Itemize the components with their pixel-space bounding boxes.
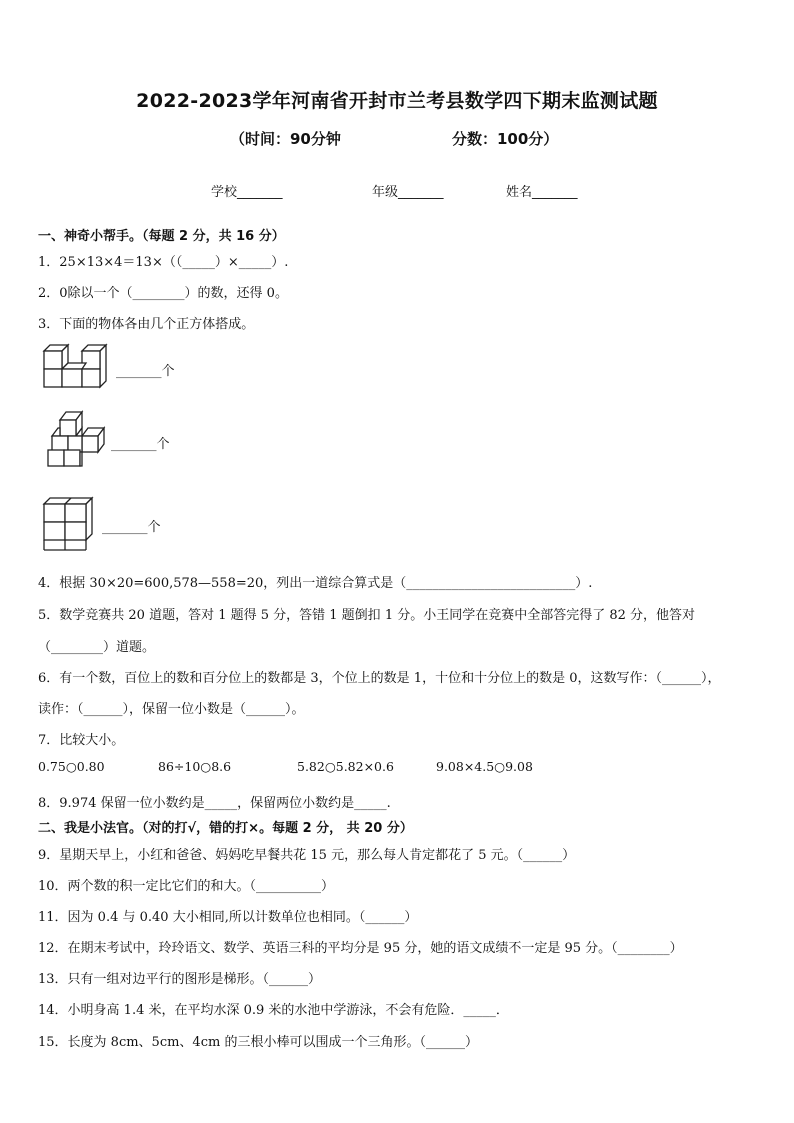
cube-figure-b [46, 410, 108, 468]
answer-blank-b: _______个 [111, 437, 170, 452]
question-6-line1: 6．有一个数，百位上的数和百分位上的数都是 3，个位上的数是 1，十位和十分位上的数是 0，这数写作：（______）， [38, 671, 721, 686]
page-title: 2022-2023学年河南省开封市兰考县数学四下期末监测试题 [136, 90, 658, 112]
cube-figure-c [42, 496, 98, 552]
answer-blank-a: _______个 [116, 364, 175, 379]
question-8: 8．9.974 保留一位小数约是_____，保留两位小数约是_____. [38, 796, 391, 811]
question-5-line1: 5．数学竞赛共 20 道题，答对 1 题得 5 分，答错 1 题倒扣 1 分。小王同学在竞赛中全部答完得了 82 分，他答对 [38, 608, 696, 623]
compare-item-2: 86÷10○8.6 [158, 759, 232, 774]
section2-heading: 二、我是小法官。（对的打√，错的打×。每题 2 分， 共 20 分） [38, 821, 413, 836]
question-10: 10．两个数的积一定比它们的和大。（__________） [38, 879, 335, 894]
question-14: 14．小明身高 1.4 米，在平均水深 0.9 米的水池中学游泳，不会有危险．_____． [38, 1003, 509, 1018]
question-1: 1．25×13×4＝13×（（_____）×_____）. [38, 255, 289, 270]
question-5-line2: （________）道题。 [38, 640, 156, 655]
section1-heading: 一、神奇小帮手。（每题 2 分，共 16 分） [38, 229, 285, 244]
question-13: 13．只有一组对边平行的图形是梯形。（______） [38, 972, 322, 987]
name-field: 姓名_______ [506, 185, 578, 200]
question-7: 7．比较大小。 [38, 733, 125, 748]
grade-field: 年级_______ [372, 185, 444, 200]
compare-item-4: 9.08×4.5○9.08 [436, 759, 533, 774]
question-4: 4．根据 30×20=600,578—558=20，列出一道综合算式是（__________________________）. [38, 576, 593, 591]
cube-figure-a [42, 343, 112, 391]
question-3: 3．下面的物体各由几个正方体搭成。 [38, 317, 255, 332]
question-2: 2．0除以一个（________）的数，还得 0。 [38, 286, 288, 301]
answer-blank-c: _______个 [102, 520, 161, 535]
compare-item-1: 0.75○0.80 [38, 759, 105, 774]
compare-item-3: 5.82○5.82×0.6 [297, 759, 394, 774]
question-12: 12．在期末考试中，玲玲语文、数学、英语三科的平均分是 95 分，她的语文成绩不一定是 95 分。（________） [38, 941, 683, 956]
question-11: 11．因为 0.4 与 0.40 大小相同,所以计数单位也相同。（______） [38, 910, 418, 925]
question-15: 15．长度为 8cm、5cm、4cm 的三根小棒可以围成一个三角形。（______） [38, 1035, 478, 1050]
score-label: 分数：100分） [452, 130, 559, 148]
time-label: （时间：90分钟 [230, 130, 341, 148]
question-9: 9．星期天早上，小红和爸爸、妈妈吃早餐共花 15 元，那么每人肯定都花了 5 元。（______） [38, 848, 576, 863]
school-field: 学校_______ [211, 185, 283, 200]
question-6-line2: 读作：（______），保留一位小数是（______）。 [38, 702, 305, 717]
